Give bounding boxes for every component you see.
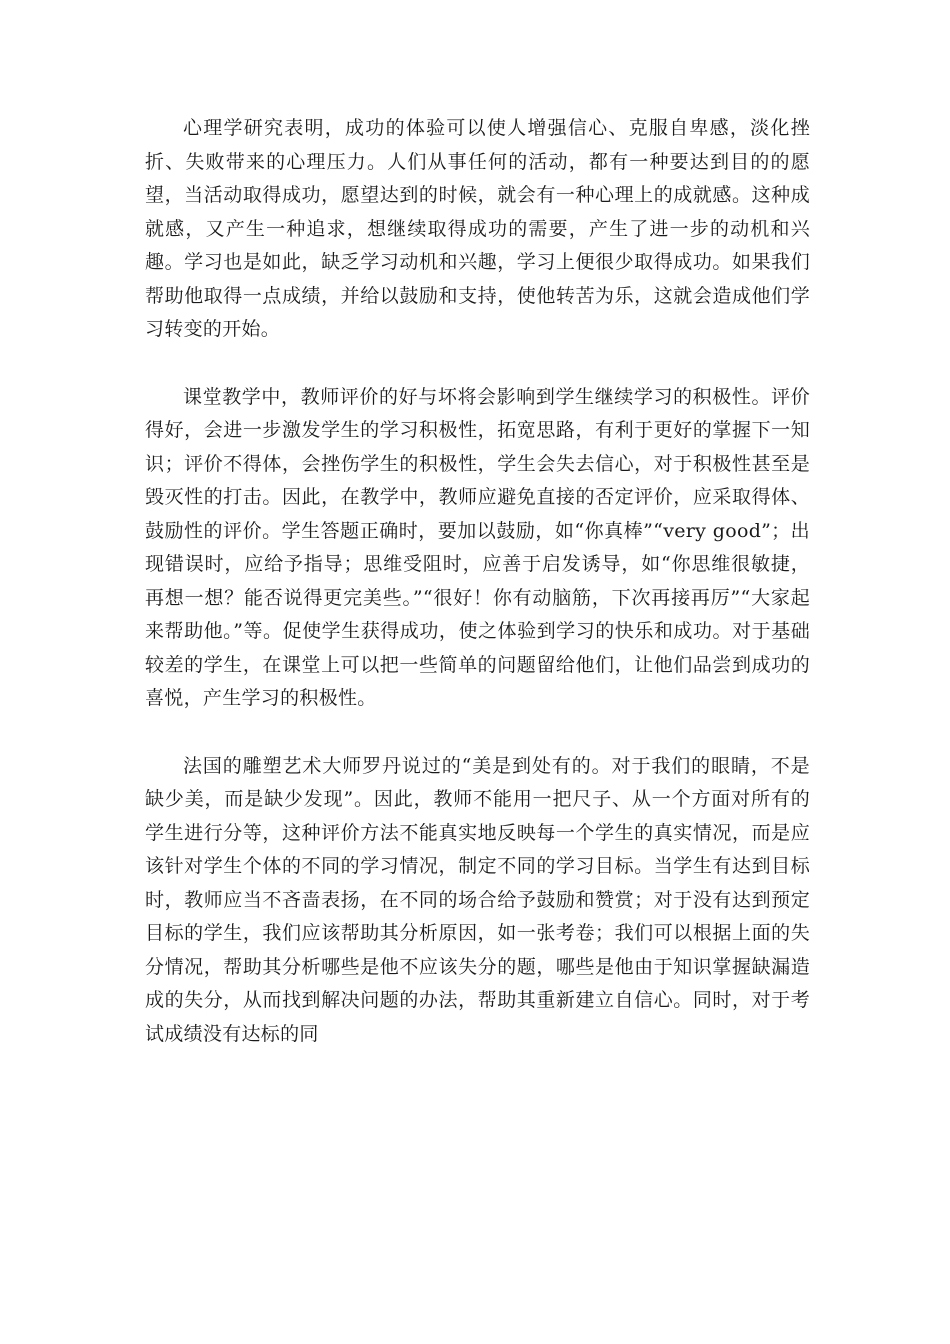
paragraph-success-experience: 心理学研究表明，成功的体验可以使人增强信心、克服自卑感，淡化挫折、失败带来的心理压力。人们从事任何的活动，都有一种要达到目的的愿望，当活动取得成功，愿望达到的时候，就会有一种心理上的成就感。这种成就感，又产生一种追求，想继续取得成功的需要，产生了进一步的动机和兴趣。学习也是如此，缺乏学习动机和兴趣，学习上便很少取得成功。如果我们帮助他取得一点成绩，并给以鼓励和支持，使他转苦为乐，这就会造成他们学习转变的开始。 <box>145 117 810 340</box>
paragraph-rodin-quote: 法国的雕塑艺术大师罗丹说过的“美是到处有的。对于我们的眼睛，不是缺少美，而是缺少发现”。因此，教师不能用一把尺子、从一个方面对所有的学生进行分等，这种评价方法不能真实地反映每一个学生的真实情况，而是应该针对学生个体的不同的学习情况，制定不同的学习目标。当学生有达到目标时，教师应当不吝啬表扬，在不同的场合给予鼓励和赞赏；对于没有达到预定目标的学生，我们应该帮助其分析原因，如一张考卷；我们可以根据上面的失分情况，帮助其分析哪些是他不应该失分的题，哪些是他由于知识掌握缺漏造成的失分，从而找到解决问题的办法，帮助其重新建立自信心。同时，对于考试成绩没有达标的同 <box>145 754 810 1045</box>
paragraph-classroom-evaluation: 课堂教学中，教师评价的好与坏将会影响到学生继续学习的积极性。评价得好，会进一步激发学生的学习积极性，拓宽思路，有利于更好的掌握下一知识；评价不得体，会挫伤学生的积极性，学生会失去信心，对于积极性甚至是毁灭性的打击。因此，在教学中，教师应避免直接的否定评价，应采取得体、鼓励性的评价。学生答题正确时，要加以鼓励，如“你真棒”“very good”；出现错误时，应给予指导；思维受阻时，应善于启发诱导，如“你思维很敏捷，再想一想？能否说得更完美些。”“很好！你有动脑筋，下次再接再厉”“大家起来帮助他。”等。促使学生获得成功，使之体验到学习的快乐和成功。对于基础较差的学生，在课堂上可以把一些简单的问题留给他们，让他们品尝到成功的喜悦，产生学习的积极性。 <box>145 385 810 709</box>
document-body <box>145 112 810 1085</box>
